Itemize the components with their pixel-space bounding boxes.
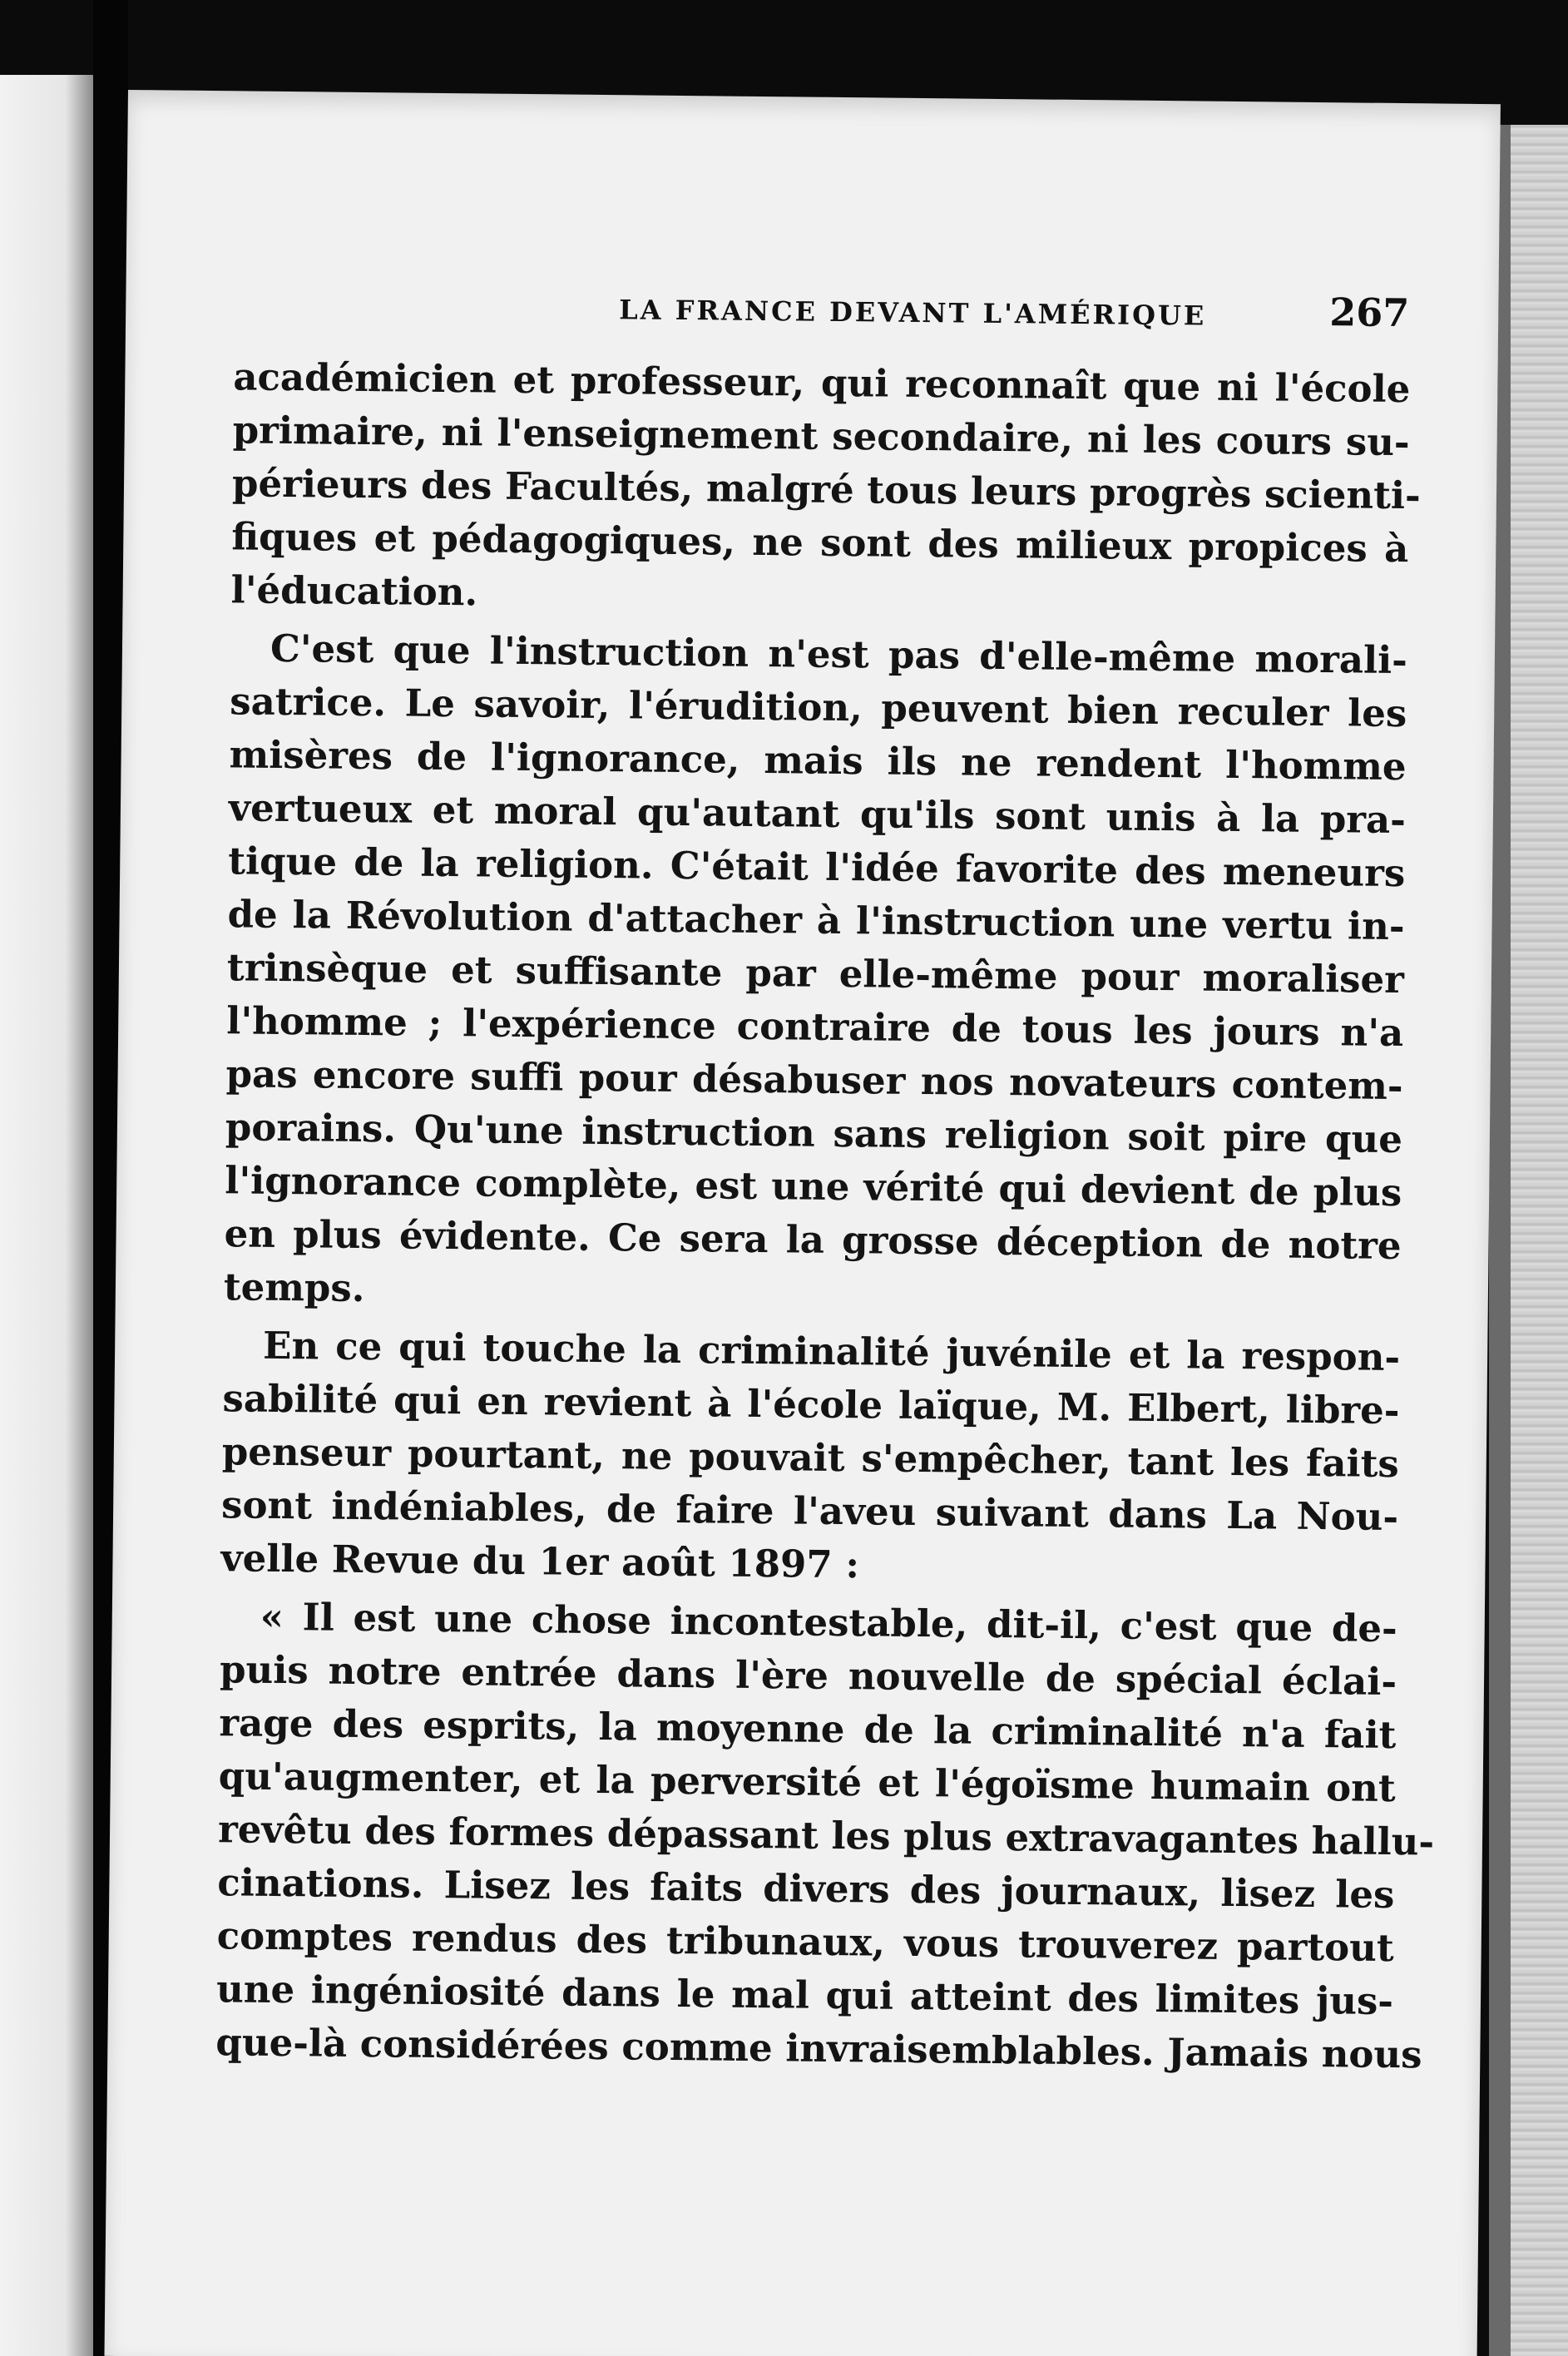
text-line: misères de l'ignorance, mais ils ne rendent l'homme: [229, 732, 1407, 789]
running-title: LA FRANCE DEVANT L'AMÉRIQUE: [619, 294, 1207, 332]
text-line: rage des esprits, la moyenne de la criminalité n'a fait: [219, 1700, 1397, 1758]
text-line: tique de la religion. C'était l'idée favorite des meneurs: [228, 839, 1406, 896]
text-line: en plus évidente. Ce sera la grosse déception de notre: [224, 1211, 1402, 1269]
text-line: sont indéniables, de faire l'aveu suivant dans La Nou-: [220, 1482, 1399, 1540]
text-line: penseur pourtant, ne pouvait s'empêcher, tant les faits: [221, 1429, 1400, 1487]
text-line: velle Revue du 1er août 1897 :: [220, 1536, 860, 1587]
text-line: revêtu des formes dépassant les plus extravagantes hallu-: [217, 1807, 1435, 1864]
text-line: académicien et professeur, qui reconnaît que ni l'école: [233, 354, 1411, 412]
text-line: cinations. Lisez les faits divers des journaux, lisez les: [217, 1860, 1395, 1918]
text-line: primaire, ni l'enseignement secondaire, ni les cours su-: [232, 408, 1410, 465]
text-line: vertueux et moral qu'autant qu'ils sont unis à la pra-: [228, 785, 1407, 843]
text-line: porains. Qu'une instruction sans religion soit pire que: [225, 1105, 1403, 1162]
page-stack-edge: [1489, 125, 1568, 2356]
scan-mark: [972, 2304, 977, 2356]
text-line: fiques et pédagogiques, ne sont des milieux propices à: [231, 514, 1409, 572]
text-line: temps.: [223, 1265, 365, 1311]
text-line: l'ignorance complète, est une vérité qui devient de plus: [225, 1158, 1402, 1215]
text-line: qu'augmenter, et la perversité et l'égoïsme humain ont: [218, 1754, 1396, 1811]
text-line: pas encore suffi pour désabuser nos novateurs contem-: [225, 1052, 1403, 1109]
text-line: satrice. Le savoir, l'érudition, peuvent bien reculer les: [230, 679, 1407, 736]
body-text: [215, 350, 1435, 2081]
text-line: C'est que l'instruction n'est pas d'elle-même morali-: [270, 626, 1408, 683]
facing-page-edge: [0, 75, 93, 2356]
text-line: que-là considérées comme invraisemblables. Jamais nous: [215, 2020, 1422, 2077]
text-line: l'éducation.: [230, 567, 478, 615]
book-page: [104, 90, 1500, 2356]
text-line: l'homme ; l'expérience contraire de tous les jours n'a: [226, 998, 1404, 1056]
text-line: sabilité qui en revient à l'école laïque, M. Elbert, libre-: [222, 1376, 1400, 1433]
text-line: périeurs des Facultés, malgré tous leurs progrès scienti-: [231, 461, 1421, 518]
text-line: de la Révolution d'attacher à l'instruction une vertu in-: [227, 892, 1405, 949]
text-line: trinsèque et suffisante par elle-même pour moraliser: [226, 945, 1405, 1002]
page-number: 267: [1328, 290, 1410, 336]
text-line: une ingéniosité dans le mal qui atteint des limites jus-: [215, 1967, 1394, 2024]
text-line: « Il est une chose incontestable, dit-il, c'est que de-: [260, 1594, 1397, 1651]
page-header: [249, 279, 1410, 358]
text-line: comptes rendus des tribunaux, vous trouverez partout: [216, 1913, 1394, 1971]
text-line: puis notre entrée dans l'ère nouvelle de spécial éclai-: [219, 1647, 1397, 1705]
text-line: En ce qui touche la criminalité juvénile et la respon-: [262, 1323, 1401, 1380]
